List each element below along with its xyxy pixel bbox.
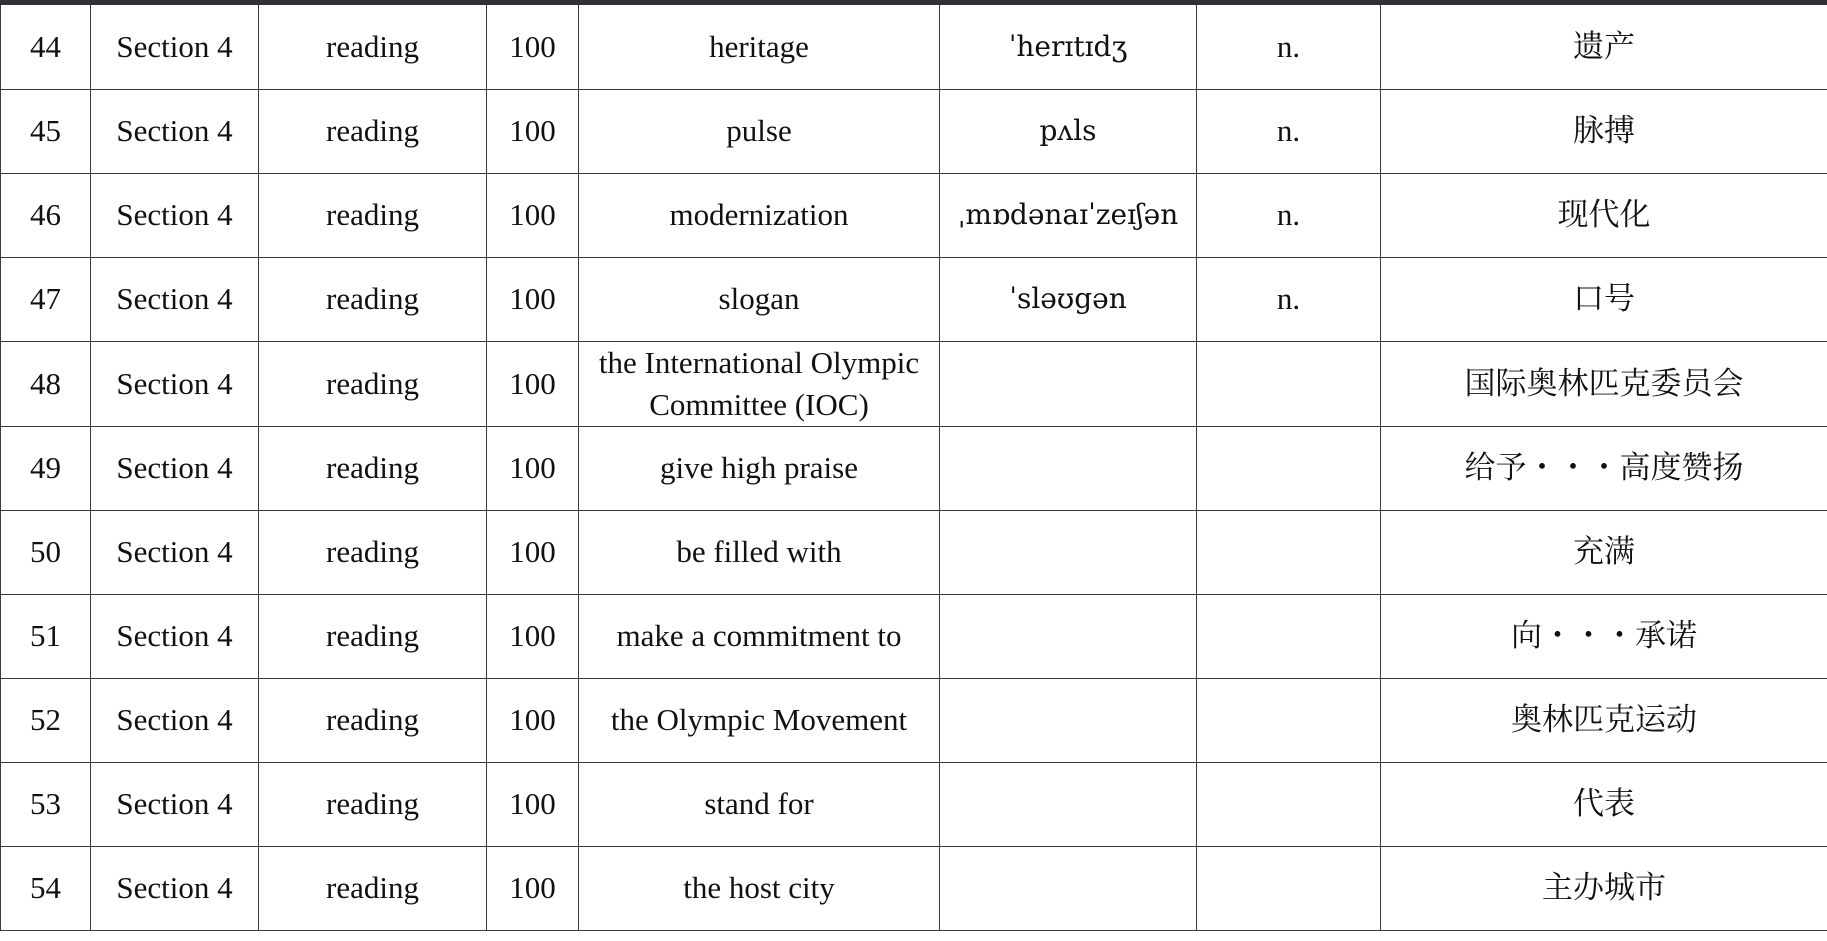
table-row — [1, 5, 1827, 89]
phonetic-cell — [940, 510, 1197, 594]
word-cell: make a commitment to — [579, 594, 940, 678]
section-cell: Section 4 — [91, 257, 259, 341]
word-cell: stand for — [579, 762, 940, 846]
row-number-cell: 52 — [1, 678, 91, 762]
row-number-cell: 54 — [1, 846, 91, 930]
meaning-cell: 现代化 — [1381, 173, 1827, 257]
meaning-cell: 脉搏 — [1381, 89, 1827, 173]
section-cell: Section 4 — [91, 510, 259, 594]
phonetic-cell: ˈherɪtɪdʒ — [940, 5, 1197, 89]
type-cell: reading — [259, 426, 487, 510]
type-cell: reading — [259, 89, 487, 173]
score-cell: 100 — [487, 5, 579, 89]
word-cell: give high praise — [579, 426, 940, 510]
word-cell: heritage — [579, 5, 940, 89]
meaning-cell: 向・・・承诺 — [1381, 594, 1827, 678]
table-row — [1, 762, 1827, 846]
table-row — [1, 510, 1827, 594]
score-cell: 100 — [487, 846, 579, 930]
section-cell: Section 4 — [91, 846, 259, 930]
type-cell: reading — [259, 678, 487, 762]
type-cell: reading — [259, 5, 487, 89]
table-row — [1, 846, 1827, 930]
score-cell: 100 — [487, 762, 579, 846]
phonetic-cell — [940, 762, 1197, 846]
table-row — [1, 426, 1827, 510]
meaning-cell: 充满 — [1381, 510, 1827, 594]
word-cell: be filled with — [579, 510, 940, 594]
section-cell: Section 4 — [91, 173, 259, 257]
section-cell: Section 4 — [91, 426, 259, 510]
row-number-cell: 47 — [1, 257, 91, 341]
row-number-cell: 46 — [1, 173, 91, 257]
meaning-cell: 主办城市 — [1381, 846, 1827, 930]
table-row — [1, 341, 1827, 426]
type-cell: reading — [259, 594, 487, 678]
section-cell: Section 4 — [91, 678, 259, 762]
type-cell: reading — [259, 341, 487, 426]
phonetic-cell: ˌmɒdənaɪˈzeɪʃən — [940, 173, 1197, 257]
row-number-cell: 45 — [1, 89, 91, 173]
table-row — [1, 89, 1827, 173]
type-cell: reading — [259, 762, 487, 846]
section-cell: Section 4 — [91, 5, 259, 89]
section-cell: Section 4 — [91, 89, 259, 173]
row-number-cell: 49 — [1, 426, 91, 510]
table-row — [1, 257, 1827, 341]
part-of-speech-cell: n. — [1197, 89, 1381, 173]
phonetic-cell — [940, 426, 1197, 510]
vocabulary-table — [0, 5, 1827, 931]
table-row — [1, 594, 1827, 678]
score-cell: 100 — [487, 173, 579, 257]
section-cell: Section 4 — [91, 594, 259, 678]
row-number-cell: 50 — [1, 510, 91, 594]
part-of-speech-cell — [1197, 510, 1381, 594]
phonetic-cell — [940, 341, 1197, 426]
part-of-speech-cell — [1197, 846, 1381, 930]
phonetic-cell — [940, 594, 1197, 678]
part-of-speech-cell — [1197, 678, 1381, 762]
word-cell: slogan — [579, 257, 940, 341]
word-cell: pulse — [579, 89, 940, 173]
score-cell: 100 — [487, 678, 579, 762]
score-cell: 100 — [487, 257, 579, 341]
part-of-speech-cell — [1197, 594, 1381, 678]
part-of-speech-cell: n. — [1197, 173, 1381, 257]
meaning-cell: 代表 — [1381, 762, 1827, 846]
type-cell: reading — [259, 510, 487, 594]
score-cell: 100 — [487, 426, 579, 510]
table-row — [1, 678, 1827, 762]
score-cell: 100 — [487, 510, 579, 594]
meaning-cell: 给予・・・高度赞扬 — [1381, 426, 1827, 510]
score-cell: 100 — [487, 594, 579, 678]
meaning-cell: 口号 — [1381, 257, 1827, 341]
phonetic-cell — [940, 678, 1197, 762]
row-number-cell: 44 — [1, 5, 91, 89]
word-cell: modernization — [579, 173, 940, 257]
phonetic-cell: pʌls — [940, 89, 1197, 173]
type-cell: reading — [259, 257, 487, 341]
score-cell: 100 — [487, 89, 579, 173]
part-of-speech-cell: n. — [1197, 5, 1381, 89]
meaning-cell: 国际奥林匹克委员会 — [1381, 341, 1827, 426]
row-number-cell: 53 — [1, 762, 91, 846]
part-of-speech-cell — [1197, 426, 1381, 510]
type-cell: reading — [259, 173, 487, 257]
score-cell: 100 — [487, 341, 579, 426]
section-cell: Section 4 — [91, 341, 259, 426]
meaning-cell: 奥林匹克运动 — [1381, 678, 1827, 762]
part-of-speech-cell: n. — [1197, 257, 1381, 341]
phonetic-cell — [940, 846, 1197, 930]
table-row — [1, 173, 1827, 257]
meaning-cell: 遗产 — [1381, 5, 1827, 89]
word-cell: the International Olympic Committee (IOC) — [579, 341, 940, 426]
part-of-speech-cell — [1197, 762, 1381, 846]
section-cell: Section 4 — [91, 762, 259, 846]
word-cell: the Olympic Movement — [579, 678, 940, 762]
row-number-cell: 51 — [1, 594, 91, 678]
part-of-speech-cell — [1197, 341, 1381, 426]
word-cell: the host city — [579, 846, 940, 930]
type-cell: reading — [259, 846, 487, 930]
row-number-cell: 48 — [1, 341, 91, 426]
phonetic-cell: ˈsləʊgən — [940, 257, 1197, 341]
